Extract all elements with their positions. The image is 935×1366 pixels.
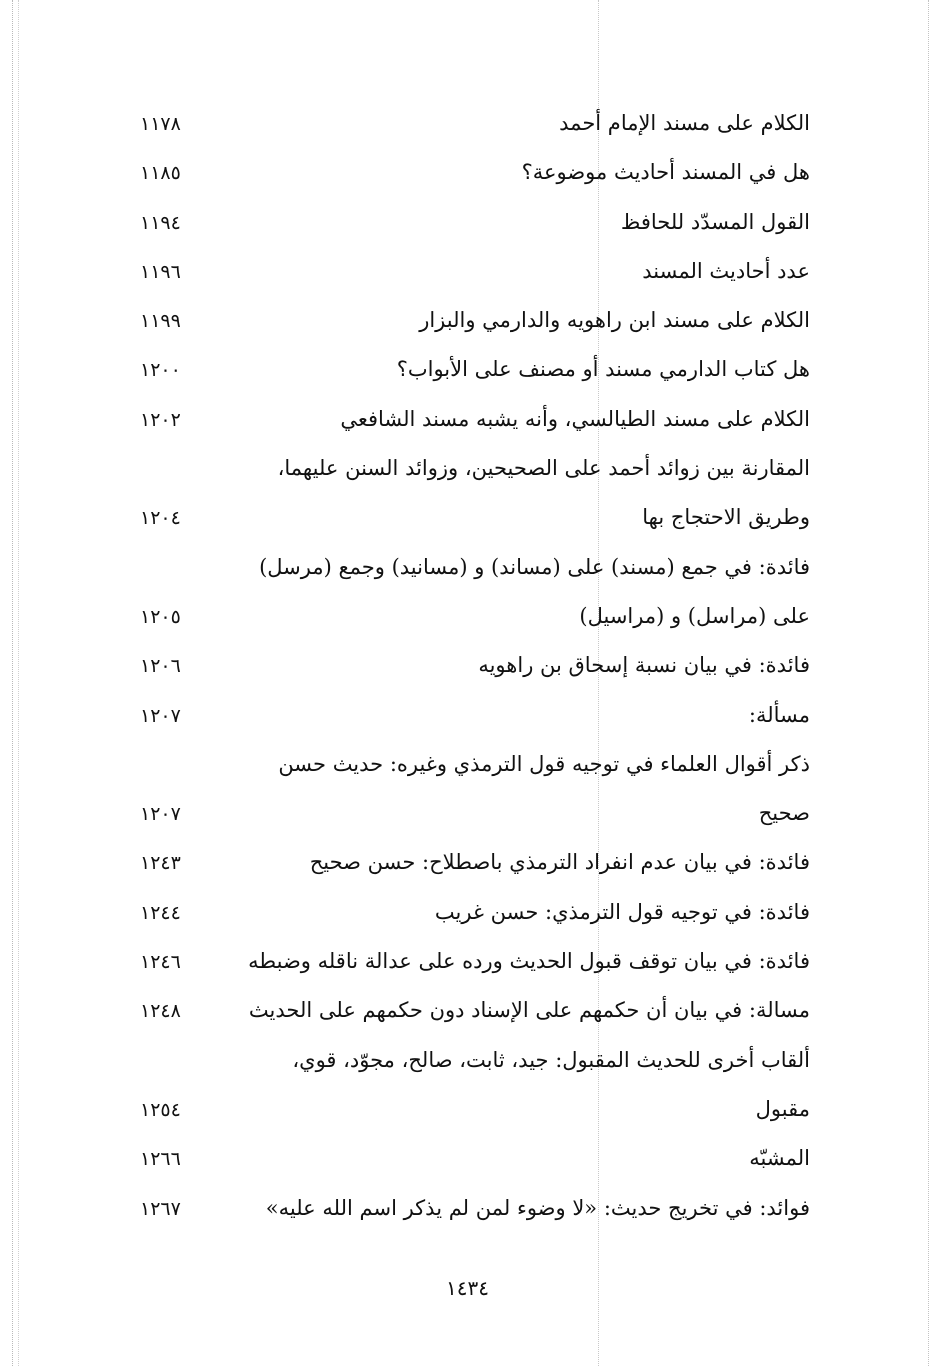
toc-entry-title: ذكر أقوال العلماء في توجيه قول الترمذي وغيره: حديث حسن	[278, 751, 810, 776]
page-fold-line	[928, 0, 929, 1366]
toc-entry-title: الكلام على مسند ابن راهويه والدارمي والبزار	[419, 308, 810, 333]
toc-row	[140, 1135, 810, 1184]
table-of-contents	[140, 100, 810, 1234]
toc-row	[140, 938, 810, 987]
toc-entry-page: ١١٧٨	[140, 113, 181, 135]
toc-entry-page: ١٢٠٥	[140, 605, 181, 628]
page-number: ١٤٣٤	[446, 1276, 489, 1300]
toc-entry-page: ١٢٠٧	[140, 803, 181, 826]
toc-entry-title: عدد أحاديث المسند	[642, 258, 810, 283]
toc-entry-page: ١٢٤٤	[140, 901, 181, 924]
toc-row	[140, 741, 810, 790]
toc-entry-title: على (مراسل) و (مراسيل)	[579, 603, 810, 628]
toc-row	[140, 494, 810, 543]
toc-entry-title: مسألة:	[748, 702, 810, 727]
toc-entry-title: القول المسدّد للحافظ	[620, 209, 810, 234]
toc-row	[140, 149, 810, 198]
toc-entry-page: ١٢٥٤	[140, 1098, 181, 1121]
toc-entry-title: المشبّه	[749, 1146, 810, 1171]
toc-row	[140, 987, 810, 1036]
toc-entry-page: ١١٩٩	[140, 310, 181, 333]
toc-entry-title: مسالة: في بيان أن حكمهم على الإسناد دون حكمهم على الحديث	[248, 998, 810, 1023]
toc-row	[140, 396, 810, 445]
toc-row	[140, 1086, 810, 1135]
toc-entry-title: وطريق الاحتجاج بها	[642, 505, 810, 530]
toc-row	[140, 445, 810, 494]
toc-row	[140, 642, 810, 691]
toc-entry-page: ١٢٤٨	[140, 1000, 181, 1023]
toc-row	[140, 839, 810, 888]
toc-entry-page: ١٢٠٢	[140, 408, 181, 431]
toc-entry-page: ١٢٠٧	[140, 704, 181, 727]
toc-entry-title: ألقاب أخرى للحديث المقبول: جيد، ثابت، صالح، مجوّد، قوي،	[292, 1047, 810, 1072]
page-fold-line	[18, 0, 19, 1366]
toc-entry-title: مقبول	[755, 1096, 810, 1121]
toc-row	[140, 544, 810, 593]
toc-entry-title: صحيح	[758, 801, 810, 826]
toc-entry-title: فائدة: في بيان عدم انفراد الترمذي باصطلاح: حسن صحيح	[309, 850, 810, 875]
toc-row	[140, 346, 810, 395]
page-fold-line	[12, 0, 13, 1366]
toc-entry-title: فائدة: في بيان نسبة إسحاق بن راهويه	[478, 653, 810, 678]
toc-entry-title: المقارنة بين زوائد أحمد على الصحيحين، وزوائد السنن عليهما،	[277, 456, 810, 481]
toc-entry-page: ١٢٠٠	[140, 359, 181, 382]
toc-entry-title: الكلام على مسند الطيالسي، وأنه يشبه مسند الشافعي	[340, 406, 810, 431]
toc-entry-title: فوائد: في تخريج حديث: «لا وضوء لمن لم يذكر اسم الله عليه»	[265, 1195, 810, 1220]
toc-entry-page: ١٢٤٦	[140, 951, 181, 974]
toc-row	[140, 1037, 810, 1086]
toc-entry-page: ١٢٠٦	[140, 655, 181, 678]
toc-entry-page: ١١٩٤	[140, 211, 181, 234]
toc-entry-page: ١٢٠٤	[140, 507, 181, 530]
toc-entry-page: ١١٩٦	[140, 260, 181, 283]
toc-entry-title: فائدة: في بيان توقف قبول الحديث ورده على عدالة ناقله وضبطه	[248, 949, 810, 974]
toc-entry-title: هل كتاب الدارمي مسند أو مصنف على الأبواب؟	[396, 357, 810, 382]
toc-entry-page: ١٢٦٧	[140, 1197, 181, 1220]
toc-row	[140, 199, 810, 248]
toc-row	[140, 297, 810, 346]
toc-entry-title: هل في المسند أحاديث موضوعة؟	[521, 160, 810, 185]
toc-row	[140, 593, 810, 642]
toc-row	[140, 248, 810, 297]
toc-row	[140, 790, 810, 839]
toc-entry-page: ١٢٤٣	[140, 852, 181, 875]
toc-row	[140, 692, 810, 741]
toc-row	[140, 1185, 810, 1234]
toc-entry-page: ١١٨٥	[140, 162, 181, 185]
toc-row	[140, 889, 810, 938]
toc-row	[140, 100, 810, 149]
toc-entry-title: الكلام على مسند الإمام أحمد	[559, 111, 810, 135]
toc-entry-page: ١٢٦٦	[140, 1148, 181, 1171]
toc-entry-title: فائدة: في جمع (مسند) على (مساند) و (مسانيد) وجمع (مرسل)	[259, 554, 810, 579]
toc-entry-title: فائدة: في توجيه قول الترمذي: حسن غريب	[434, 899, 810, 924]
